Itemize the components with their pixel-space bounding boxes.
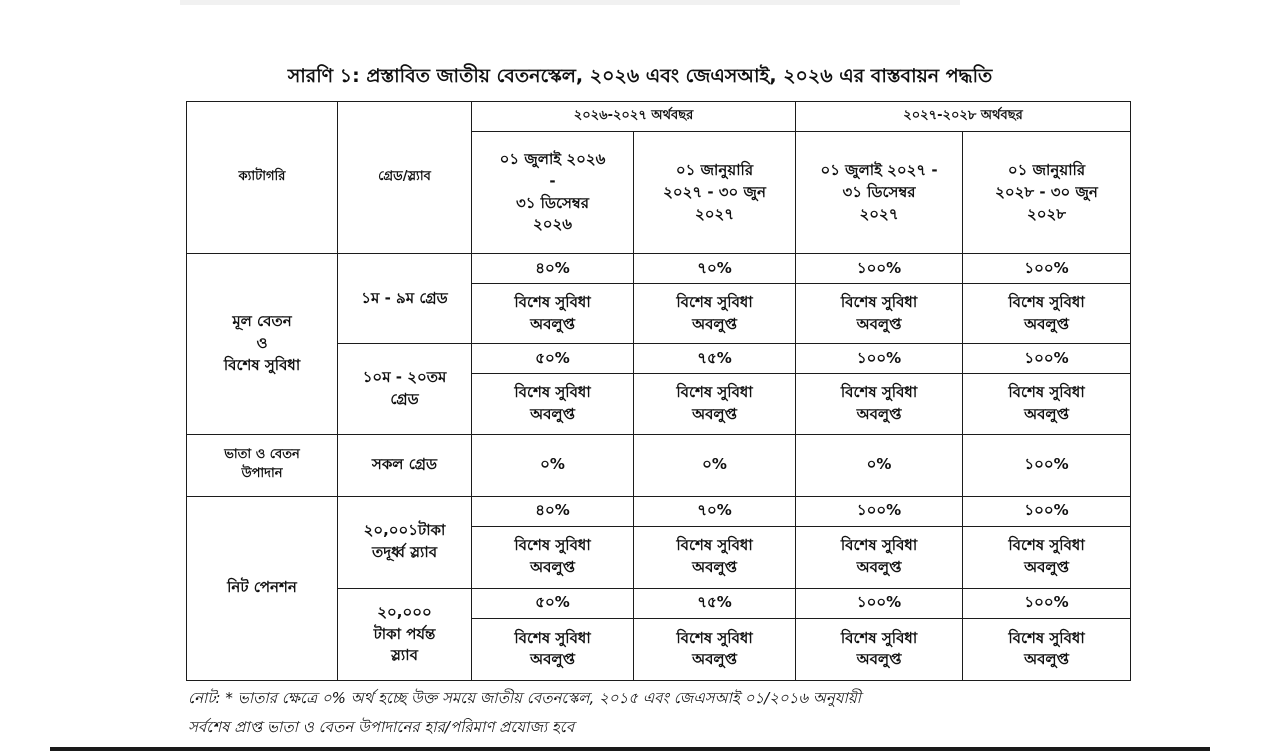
text-line: অবলুপ্ত bbox=[856, 650, 902, 669]
text-line: বিশেষ সুবিধা bbox=[1008, 383, 1085, 402]
text-line: ভাতা ও বেতন bbox=[224, 447, 300, 463]
text-line: বিশেষ সুবিধা bbox=[676, 383, 753, 402]
percent-cell: ৭০% bbox=[634, 254, 796, 284]
header-period bbox=[963, 132, 1131, 254]
text-line: অবলুপ্ত bbox=[692, 558, 737, 577]
percent-cell: ০% bbox=[472, 434, 634, 496]
text-line: উপাদান bbox=[241, 466, 283, 482]
table-row bbox=[187, 434, 1131, 496]
percent-cell: ৭৫% bbox=[634, 588, 796, 618]
text-line: ১ম - ৯ম গ্রেড bbox=[361, 288, 448, 307]
text-line: ০১ জানুয়ারি bbox=[675, 161, 754, 180]
benefit-cell bbox=[634, 618, 796, 680]
text-line: বিশেষ সুবিধা bbox=[840, 628, 918, 647]
text-line: সকল গ্রেড bbox=[371, 455, 438, 474]
footnote bbox=[188, 684, 1148, 742]
benefit-cell bbox=[963, 284, 1131, 344]
text-line: বিশেষ সুবিধা bbox=[514, 536, 591, 555]
text-line: বিশেষ সুবিধা bbox=[676, 536, 753, 555]
text-line: গ্রেড bbox=[390, 389, 419, 408]
percent-cell: ১০০% bbox=[796, 588, 963, 618]
text-line: অবলুপ্ত bbox=[1024, 404, 1069, 423]
grade-1-9 bbox=[338, 254, 472, 344]
text-line: ১০ম - ২০তম bbox=[362, 368, 447, 387]
text-line: টাকা পর্যন্ত bbox=[373, 624, 436, 643]
text-line: অবলুপ্ত bbox=[530, 314, 575, 333]
benefit-cell bbox=[963, 526, 1131, 588]
header-period bbox=[472, 132, 634, 254]
text-line: অবলুপ্ত bbox=[530, 558, 575, 577]
text-line: অবলুপ্ত bbox=[1024, 650, 1069, 669]
benefit-cell bbox=[472, 618, 634, 680]
text-line: অবলুপ্ত bbox=[530, 650, 575, 669]
text-line: ০১ জানুয়ারি bbox=[1007, 161, 1086, 180]
footnote-line: সর্বশেষ প্রাপ্ত ভাতা ও বেতন উপাদানের হার/পরিমাণ প্রযোজ্য হবে bbox=[188, 718, 575, 736]
percent-cell: ১০০% bbox=[963, 588, 1131, 618]
benefit-cell bbox=[963, 618, 1131, 680]
text-line: বিশেষ সুবিধা bbox=[840, 536, 918, 555]
text-line: অবলুপ্ত bbox=[856, 404, 902, 423]
text-line: মূল বেতন bbox=[232, 312, 292, 331]
text-line: বিশেষ সুবিধা bbox=[676, 293, 753, 312]
text-line: ও bbox=[256, 334, 268, 353]
text-line: - bbox=[549, 171, 556, 190]
text-line: বিশেষ সুবিধা bbox=[840, 383, 918, 402]
benefit-cell bbox=[963, 374, 1131, 434]
text-line: ২০২৭ - ৩০ জুন bbox=[663, 182, 766, 201]
percent-cell: ৭৫% bbox=[634, 344, 796, 374]
text-line: অবলুপ্ত bbox=[856, 314, 902, 333]
percent-cell: ১০০% bbox=[963, 496, 1131, 526]
text-line: ৩১ ডিসেম্বর bbox=[842, 182, 916, 201]
benefit-cell bbox=[796, 526, 963, 588]
benefit-cell bbox=[634, 526, 796, 588]
text-line: ২০,০০০ bbox=[377, 602, 432, 621]
benefit-cell bbox=[796, 284, 963, 344]
text-line: ২০,০০১টাকা bbox=[363, 521, 446, 540]
percent-cell: ৪০% bbox=[472, 254, 634, 284]
text-line: ২০২৭ bbox=[859, 204, 899, 223]
text-line: ২০২৭ bbox=[695, 204, 735, 223]
percent-cell: ১০০% bbox=[963, 434, 1131, 496]
table-row bbox=[187, 254, 1131, 284]
text-line: অবলুপ্ত bbox=[1024, 314, 1069, 333]
text-line: অবলুপ্ত bbox=[856, 558, 902, 577]
text-line: বিশেষ সুবিধা bbox=[676, 628, 753, 647]
header-fy-2027-2028: ২০২৭-২০২৮ অর্থবছর bbox=[796, 102, 1131, 132]
category-net-pension bbox=[187, 496, 338, 680]
header-row-fiscal bbox=[187, 102, 1131, 132]
percent-cell: ১০০% bbox=[796, 254, 963, 284]
text-line: বিশেষ সুবিধা bbox=[1008, 293, 1085, 312]
text-line: বিশেষ সুবিধা bbox=[1008, 536, 1085, 555]
benefit-cell bbox=[472, 374, 634, 434]
percent-cell: ১০০% bbox=[963, 254, 1131, 284]
table-row bbox=[187, 496, 1131, 526]
benefit-cell bbox=[634, 374, 796, 434]
benefit-cell bbox=[472, 284, 634, 344]
text-line: ০১ জুলাই ২০২৭ - bbox=[820, 161, 938, 180]
percent-cell: ১০০% bbox=[796, 496, 963, 526]
percent-cell: ০% bbox=[634, 434, 796, 496]
percent-cell: ০% bbox=[796, 434, 963, 496]
header-category: ক্যাটাগরি bbox=[187, 102, 338, 254]
top-edge-line bbox=[180, 0, 960, 5]
benefit-cell bbox=[472, 526, 634, 588]
grade-10-20 bbox=[338, 344, 472, 434]
footnote-line: নোট: * ভাতার ক্ষেত্রে ০% অর্থ হচ্ছে উক্ত সময়ে জাতীয় বেতনস্কেল, ২০১৫ এবং জেএসআই ০১/২০১৬ অনুযায়ী bbox=[188, 689, 861, 707]
table-title: সারণি ১: প্রস্তাবিত জাতীয় বেতনস্কেল, ২০২৬ এবং জেএসআই, ২০২৬ এর বাস্তবায়ন পদ্ধতি bbox=[287, 65, 993, 87]
text-line: অবলুপ্ত bbox=[1024, 558, 1069, 577]
text-line: স্ল্যাব bbox=[391, 646, 418, 665]
percent-cell: ৫০% bbox=[472, 344, 634, 374]
header-fy-2026-2027: ২০২৬-২০২৭ অর্থবছর bbox=[472, 102, 796, 132]
percent-cell: ১০০% bbox=[796, 344, 963, 374]
text-line: ২০২৮ - ৩০ জুন bbox=[995, 182, 1098, 201]
percent-cell: ৭০% bbox=[634, 496, 796, 526]
implementation-table bbox=[186, 101, 1131, 681]
text-line: বিশেষ সুবিধা bbox=[1008, 628, 1085, 647]
text-line: তদূর্ধ্ব স্ল্যাব bbox=[371, 543, 438, 562]
category-basic-pay bbox=[187, 254, 338, 434]
slab-upto-20000 bbox=[338, 588, 472, 680]
bottom-edge-line bbox=[50, 747, 1210, 751]
text-line: অবলুপ্ত bbox=[530, 404, 575, 423]
header-period bbox=[796, 132, 963, 254]
text-line: ২০২৮ bbox=[1027, 204, 1067, 223]
benefit-cell bbox=[634, 284, 796, 344]
category-allowance bbox=[187, 434, 338, 496]
text-line: অবলুপ্ত bbox=[692, 650, 737, 669]
header-grade-slab: গ্রেড/স্ল্যাব bbox=[338, 102, 472, 254]
benefit-cell bbox=[796, 374, 963, 434]
text-line: অবলুপ্ত bbox=[692, 314, 737, 333]
text-line: ২০২৬ bbox=[532, 215, 572, 234]
percent-cell: ১০০% bbox=[963, 344, 1131, 374]
percent-cell: ৫০% bbox=[472, 588, 634, 618]
text-line: বিশেষ সুবিধা bbox=[223, 355, 301, 374]
text-line: বিশেষ সুবিধা bbox=[514, 628, 591, 647]
text-line: বিশেষ সুবিধা bbox=[514, 293, 591, 312]
text-line: ০১ জুলাই ২০২৬ bbox=[499, 150, 606, 169]
percent-cell: ৪০% bbox=[472, 496, 634, 526]
text-line: ৩১ ডিসেম্বর bbox=[515, 193, 590, 212]
text-line: অবলুপ্ত bbox=[692, 404, 737, 423]
text-line: বিশেষ সুবিধা bbox=[514, 383, 591, 402]
benefit-cell bbox=[796, 618, 963, 680]
text-line: বিশেষ সুবিধা bbox=[840, 293, 918, 312]
slab-above-20001 bbox=[338, 496, 472, 588]
grade-all bbox=[338, 434, 472, 496]
text-line: নিট পেনশন bbox=[227, 578, 297, 597]
header-period bbox=[634, 132, 796, 254]
